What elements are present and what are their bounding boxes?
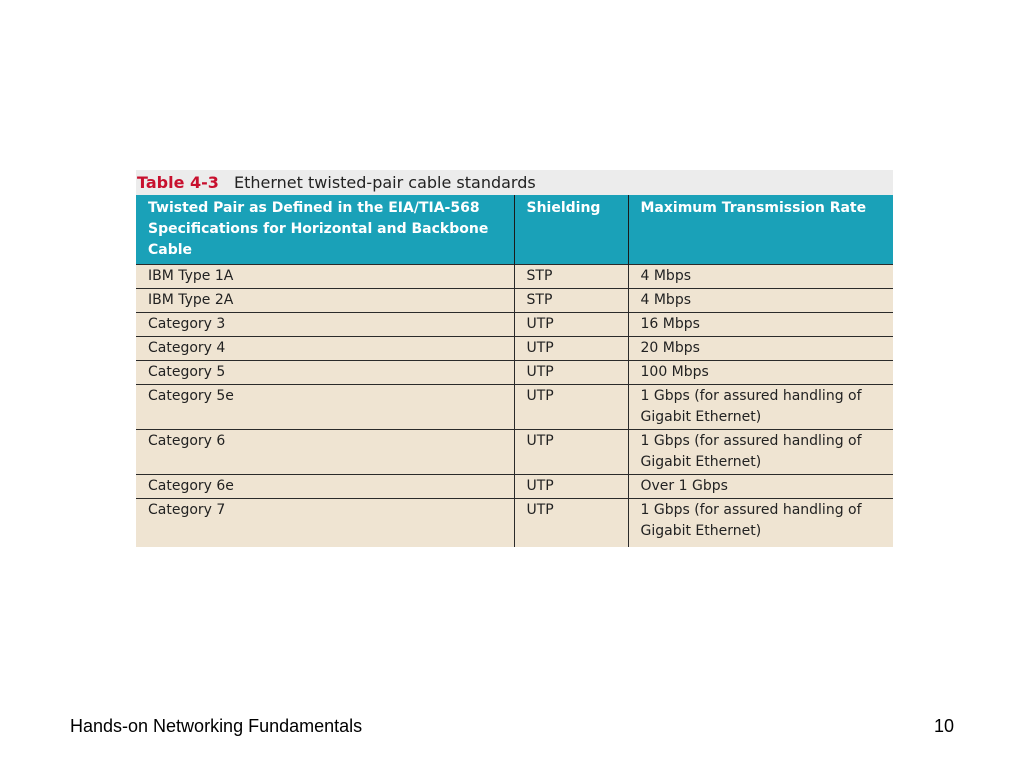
cell-cable-type: Category 7 <box>136 499 514 548</box>
table-row <box>136 499 893 548</box>
cell-cable-type: Category 6e <box>136 475 514 499</box>
table-row <box>136 289 893 313</box>
cell-shielding: UTP <box>514 430 628 475</box>
column-header-twisted-pair: Twisted Pair as Defined in the EIA/TIA-568 Specifications for Horizontal and Backbone Cable <box>136 195 514 265</box>
slide-page-number: 10 <box>933 716 954 736</box>
cell-cable-type: Category 4 <box>136 337 514 361</box>
cell-cable-type: IBM Type 2A <box>136 289 514 313</box>
table-caption <box>136 170 893 195</box>
data-table <box>136 195 893 547</box>
cable-standards-table <box>136 170 893 547</box>
cell-shielding: STP <box>514 289 628 313</box>
cell-rate: 4 Mbps <box>628 265 893 289</box>
slide-footer-title: Hands-on Networking Fundamentals <box>70 716 363 736</box>
column-header-max-rate: Maximum Transmission Rate <box>628 195 893 265</box>
cell-shielding: UTP <box>514 337 628 361</box>
cell-rate: 1 Gbps (for assured handling of Gigabit Ethernet) <box>628 499 893 548</box>
header-row <box>136 195 893 265</box>
cell-shielding: UTP <box>514 361 628 385</box>
cell-cable-type: Category 6 <box>136 430 514 475</box>
cell-cable-type: Category 3 <box>136 313 514 337</box>
cell-rate: 1 Gbps (for assured handling of Gigabit Ethernet) <box>628 430 893 475</box>
cell-cable-type: Category 5 <box>136 361 514 385</box>
cell-cable-type: Category 5e <box>136 385 514 430</box>
table-row <box>136 337 893 361</box>
table-row <box>136 430 893 475</box>
table-number: Table 4-3 <box>137 173 219 192</box>
table-title: Ethernet twisted-pair cable standards <box>234 173 536 192</box>
cell-rate: 1 Gbps (for assured handling of Gigabit Ethernet) <box>628 385 893 430</box>
column-header-shielding: Shielding <box>514 195 628 265</box>
cell-rate: 4 Mbps <box>628 289 893 313</box>
cell-rate: 16 Mbps <box>628 313 893 337</box>
cell-shielding: UTP <box>514 385 628 430</box>
cell-shielding: STP <box>514 265 628 289</box>
cell-rate: 20 Mbps <box>628 337 893 361</box>
cell-rate: Over 1 Gbps <box>628 475 893 499</box>
table-row <box>136 265 893 289</box>
table-row <box>136 475 893 499</box>
table-row <box>136 385 893 430</box>
cell-shielding: UTP <box>514 475 628 499</box>
table-row <box>136 361 893 385</box>
cell-shielding: UTP <box>514 313 628 337</box>
cell-rate: 100 Mbps <box>628 361 893 385</box>
cell-shielding: UTP <box>514 499 628 548</box>
table-row <box>136 313 893 337</box>
cell-cable-type: IBM Type 1A <box>136 265 514 289</box>
